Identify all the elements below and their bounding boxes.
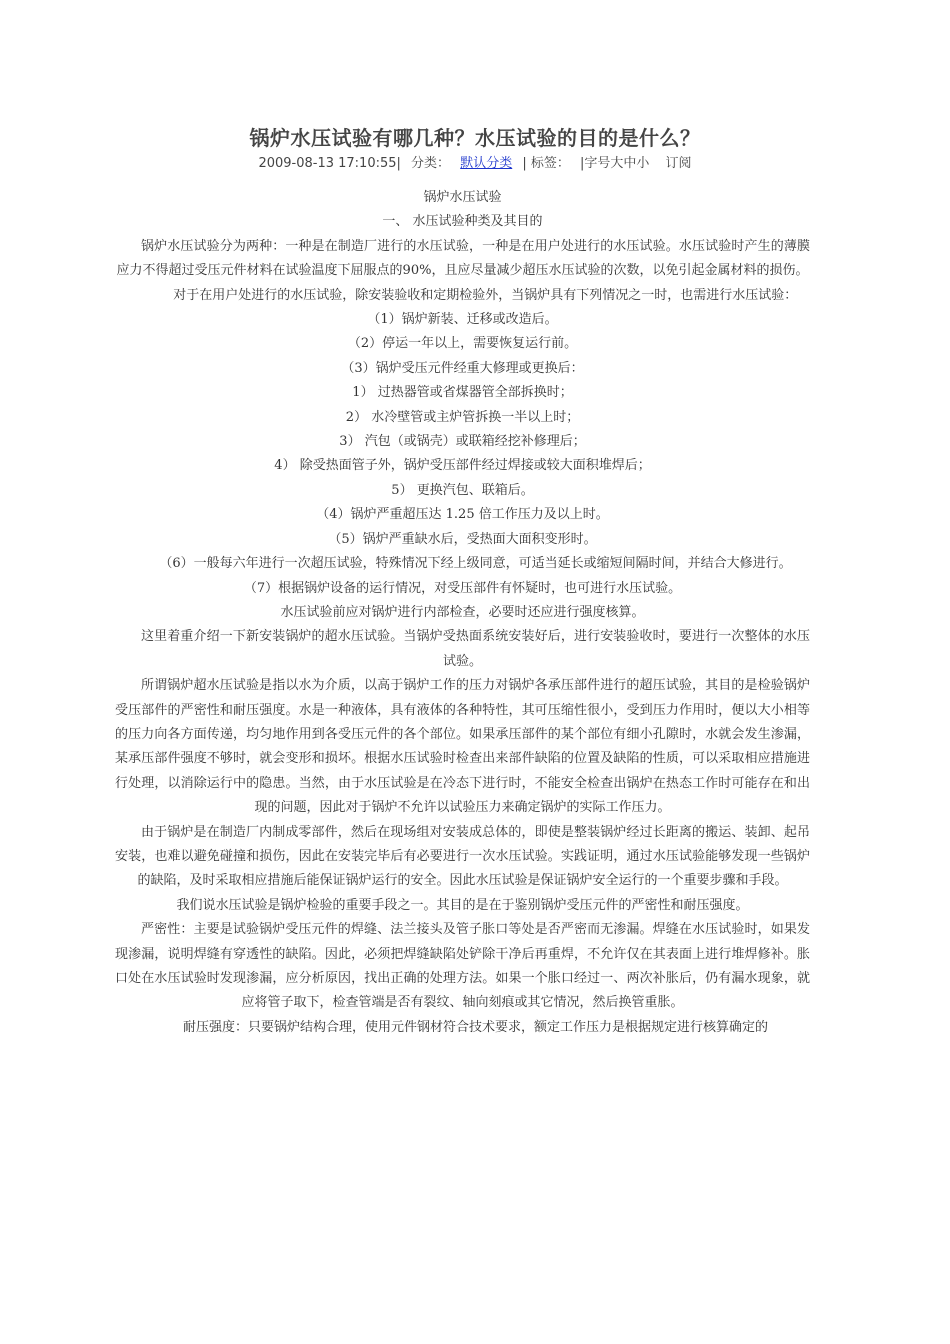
list-item: 5） 更换汽包、联箱后。 (391, 482, 534, 498)
list-item: 4） 除受热面管子外，锅炉受压部件经过焊接或较大面积堆焊后； (274, 458, 651, 474)
paragraph: 我们说水压试验是锅炉检验的重要手段之一。其目的是在于鉴别锅炉受压元件的严密性和耐压强度。 (176, 897, 749, 913)
paragraph: 耐压强度：只要锅炉结构合理，使用元件钢材符合技术要求，额定工作压力是根据规定进行核算确定的 (182, 1019, 768, 1035)
section-heading: 锅炉水压试验 (423, 190, 502, 205)
post-date: 2009-08-13 17:10:55| (258, 156, 401, 171)
category-label: 分类： (411, 156, 451, 171)
subscribe-link[interactable]: 订阅 (665, 156, 692, 171)
paragraph: 这里着重介绍一下新安装锅炉的超水压试验。当锅炉受热面系统安装好后，进行安装验收时，要进行一次整体的水压试验。 (141, 629, 810, 669)
list-item: （4）锅炉严重超压达 1.25 倍工作压力及以上时。 (316, 507, 609, 523)
section-subheading: 一、 水压试验种类及其目的 (382, 214, 543, 230)
list-item: （2）停运一年以上，需要恢复运行前。 (347, 336, 578, 352)
paragraph: 由于锅炉是在制造厂内制成零部件，然后在现场组对安装成总体的，即使是整装锅炉经过长距离的搬运、装卸、起吊安装，也难以避免碰撞和损伤，因此在安装完毕后有必要进行一次水压试验。实践证明，通过水压试验能够发现一些锅炉的缺陷，及时采取相应措施后能保证锅炉运行的安全。因此水压试验是保证锅炉安全运行的一个重要步骤和手段。 (115, 824, 810, 889)
list-item: （6）一般每六年进行一次超压试验，特殊情况下经上级同意，可适当延长或缩短间隔时间，并结合大修进行。 (159, 556, 792, 572)
article-title: 锅炉水压试验有哪几种？水压试验的目的是什么？ (249, 126, 701, 150)
paragraph: 锅炉水压试验分为两种：一种是在制造厂进行的水压试验，一种是在用户处进行的水压试验。水压试验时产生的薄膜应力不得超过受压元件材料在试验温度下屈服点的90%，且应尽量减少超压水压试验的次数，以免引起金属材料的损伤。 (116, 238, 810, 279)
font-size-control[interactable]: |字号大中小 (580, 156, 650, 171)
paragraph: 对于在用户处进行的水压试验，除安装验收和定期检验外，当锅炉具有下列情况之一时，也需进行水压试验： (173, 287, 798, 303)
list-item: （7）根据锅炉设备的运行情况，对受压部件有怀疑时，也可进行水压试验。 (243, 580, 682, 596)
list-item: （5）锅炉严重缺水后，受热面大面积变形时。 (328, 531, 597, 547)
list-item: （1）锅炉新装、迁移或改造后。 (367, 312, 558, 328)
paragraph: 水压试验前应对锅炉进行内部检查，必要时还应进行强度核算。 (280, 604, 645, 620)
list-item: 3） 汽包（或锅壳）或联箱经挖补修理后； (339, 434, 586, 450)
paragraph: 所谓锅炉超水压试验是指以水为介质，以高于锅炉工作的压力对锅炉各承压部件进行的超压试验，其目的是检验锅炉受压部件的严密性和耐压强度。水是一种液体，具有液体的各种特性，其可压缩性很小，受到压力作用时，便以大小相等的压力向各方面传递，均匀地作用到各受压元件的各个部位。如果承压部件的某个部位有细小孔隙时，水就会发生渗漏，某承压部件强度不够时，就会变形和损坏。根据水压试验时检查出来部件缺陷的位置及缺陷的性质，可以采取相应措施进行处理，以消除运行中的隐患。当然，由于水压试验是在冷态下进行时，不能安全检查出锅炉在热态工作时可能存在和出现的问题，因此对于锅炉不允许以试验压力来确定锅炉的实际工作压力。 (115, 678, 810, 816)
article-meta (0, 152, 950, 171)
category-link[interactable]: 默认分类 (460, 156, 513, 171)
list-item: 1） 过热器管或省煤器管全部拆换时； (352, 385, 573, 401)
list-item: （3）锅炉受压元件经重大修理或更换后： (341, 360, 584, 376)
list-item: 2） 水冷壁管或主炉管拆换一半以上时； (345, 409, 580, 425)
article-body (115, 186, 810, 1040)
paragraph: 严密性：主要是试验锅炉受压元件的焊缝、法兰接头及管子胀口等处是否严密而无渗漏。焊缝在水压试验时，如果发现渗漏，说明焊缝有穿透性的缺陷。因此，必须把焊缝缺陷处铲除干净后再重焊，不允许仅在其表面上进行堆焊修补。胀口处在水压试验时发现渗漏，应分析原因，找出正确的处理方法。如果一个胀口经过一、两次补胀后，仍有漏水现象，就应将管子取下，检查管端是否有裂纹、轴向刻痕或其它情况，然后换管重胀。 (115, 922, 810, 1011)
tag-label: | 标签： (522, 156, 570, 171)
